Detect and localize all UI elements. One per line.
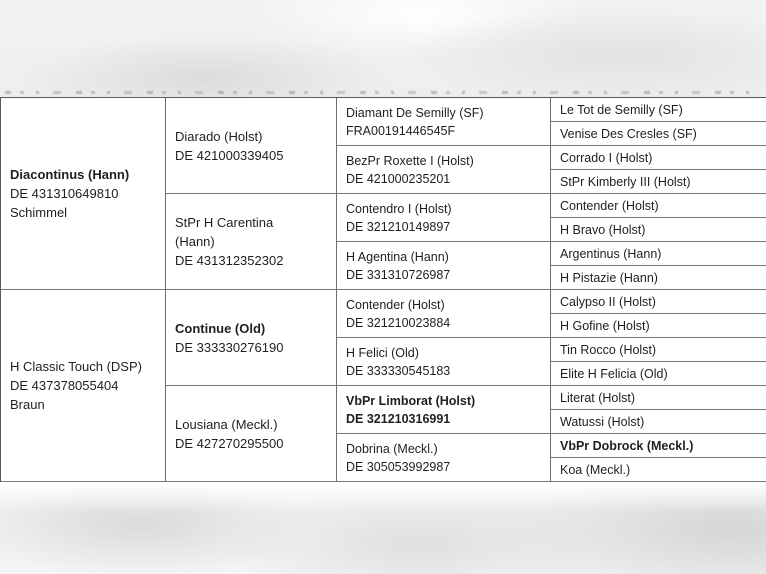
horse-registration: DE 421000339405 xyxy=(175,147,284,163)
horse-name: Dobrina (Meckl.) xyxy=(346,441,438,456)
horse-name: Literat (Holst) xyxy=(560,390,636,405)
pedigree-cell-dam xyxy=(1,290,166,482)
pedigree-cell-gen4 xyxy=(551,218,766,242)
horse-name: Calypso II (Holst) xyxy=(560,294,656,309)
horse-name: Diarado (Holst) xyxy=(175,128,263,144)
pedigree-cell-gen4 xyxy=(551,242,766,266)
horse-registration: DE 421000235201 xyxy=(346,171,451,186)
horse-registration: DE 431312352302 xyxy=(175,253,284,268)
horse-name: Corrado I (Holst) xyxy=(560,150,653,165)
horse-name: Diacontinus (Hann) xyxy=(10,167,130,182)
pedigree-cell-gen3 xyxy=(337,290,551,338)
pedigree-cell-sire xyxy=(1,98,166,290)
horse-coat-color: Schimmel xyxy=(10,205,68,220)
horse-name: Watussi (Holst) xyxy=(560,414,645,429)
cropped-text-line xyxy=(5,91,761,94)
pedigree-cell-gen4 xyxy=(551,266,766,290)
horse-name: Le Tot de Semilly (SF) xyxy=(560,102,683,117)
pedigree-table xyxy=(0,97,766,482)
pedigree-cell-gen4 xyxy=(551,434,766,458)
horse-coat-color: Braun xyxy=(10,397,45,412)
horse-name: Lousiana (Meckl.) xyxy=(175,416,278,432)
horse-name: StPr Kimberly III (Holst) xyxy=(560,174,691,189)
horse-name: Elite H Felicia (Old) xyxy=(560,366,668,381)
horse-name: Continue (Old) xyxy=(175,320,266,336)
pedigree-cell-gen2 xyxy=(166,194,337,290)
horse-name: Tin Rocco (Holst) xyxy=(560,342,657,357)
pedigree-cell-gen3 xyxy=(337,386,551,434)
horse-registration: DE 321210149897 xyxy=(346,219,451,234)
pedigree-cell-gen4 xyxy=(551,338,766,362)
pedigree-cell-gen2 xyxy=(166,290,337,386)
horse-name: H Gofine (Holst) xyxy=(560,318,650,333)
horse-registration: DE 305053992987 xyxy=(346,459,451,474)
blurred-background-top xyxy=(0,0,766,97)
horse-registration: DE 431310649810 xyxy=(10,186,119,201)
horse-registration: DE 427270295500 xyxy=(175,435,284,451)
horse-name: Contender (Holst) xyxy=(346,297,445,312)
horse-name: VbPr Limborat (Holst) xyxy=(346,393,476,408)
pedigree-cell-gen3 xyxy=(337,338,551,386)
pedigree-cell-gen4 xyxy=(551,194,766,218)
horse-name: H Bravo (Holst) xyxy=(560,222,646,237)
horse-name: Argentinus (Hann) xyxy=(560,246,662,261)
pedigree-cell-gen2 xyxy=(166,386,337,482)
horse-name: H Agentina (Hann) xyxy=(346,249,449,264)
horse-registration: DE 437378055404 xyxy=(10,378,119,393)
horse-name: H Felici (Old) xyxy=(346,345,419,360)
pedigree-cell-gen4 xyxy=(551,290,766,314)
horse-name: Contendro I (Holst) xyxy=(346,201,452,216)
horse-name: VbPr Dobrock (Meckl.) xyxy=(560,438,694,453)
pedigree-cell-gen3 xyxy=(337,146,551,194)
horse-name: H Pistazie (Hann) xyxy=(560,270,658,285)
pedigree-cell-gen2 xyxy=(166,98,337,194)
pedigree-cell-gen4 xyxy=(551,386,766,410)
pedigree-cell-gen3 xyxy=(337,194,551,242)
pedigree-cell-gen4 xyxy=(551,170,766,194)
pedigree-cell-gen4 xyxy=(551,122,766,146)
horse-name: Diamant De Semilly (SF) xyxy=(346,105,484,120)
blurred-background-bottom xyxy=(0,482,766,574)
pedigree-cell-gen4 xyxy=(551,362,766,386)
horse-registration: DE 333330545183 xyxy=(346,363,451,378)
pedigree-cell-gen4 xyxy=(551,410,766,434)
horse-name: Contender (Holst) xyxy=(560,198,659,213)
pedigree-cell-gen3 xyxy=(337,242,551,290)
horse-name: Koa (Meckl.) xyxy=(560,462,631,477)
pedigree-cell-gen4 xyxy=(551,98,766,122)
horse-name: StPr H Carentina (Hann) xyxy=(175,215,274,249)
horse-name: BezPr Roxette I (Holst) xyxy=(346,153,474,168)
horse-registration: DE 333330276190 xyxy=(175,339,284,355)
horse-registration: FRA00191446545F xyxy=(346,123,456,138)
pedigree-cell-gen4 xyxy=(551,146,766,170)
horse-name: H Classic Touch (DSP) xyxy=(10,359,142,374)
pedigree-cell-gen3 xyxy=(337,434,551,482)
horse-registration: DE 321210316991 xyxy=(346,411,451,426)
pedigree-cell-gen3 xyxy=(337,98,551,146)
horse-name: Venise Des Cresles (SF) xyxy=(560,126,697,141)
pedigree-cell-gen4 xyxy=(551,314,766,338)
horse-registration: DE 321210023884 xyxy=(346,315,451,330)
pedigree-cell-gen4 xyxy=(551,458,766,482)
horse-registration: DE 331310726987 xyxy=(346,267,451,282)
